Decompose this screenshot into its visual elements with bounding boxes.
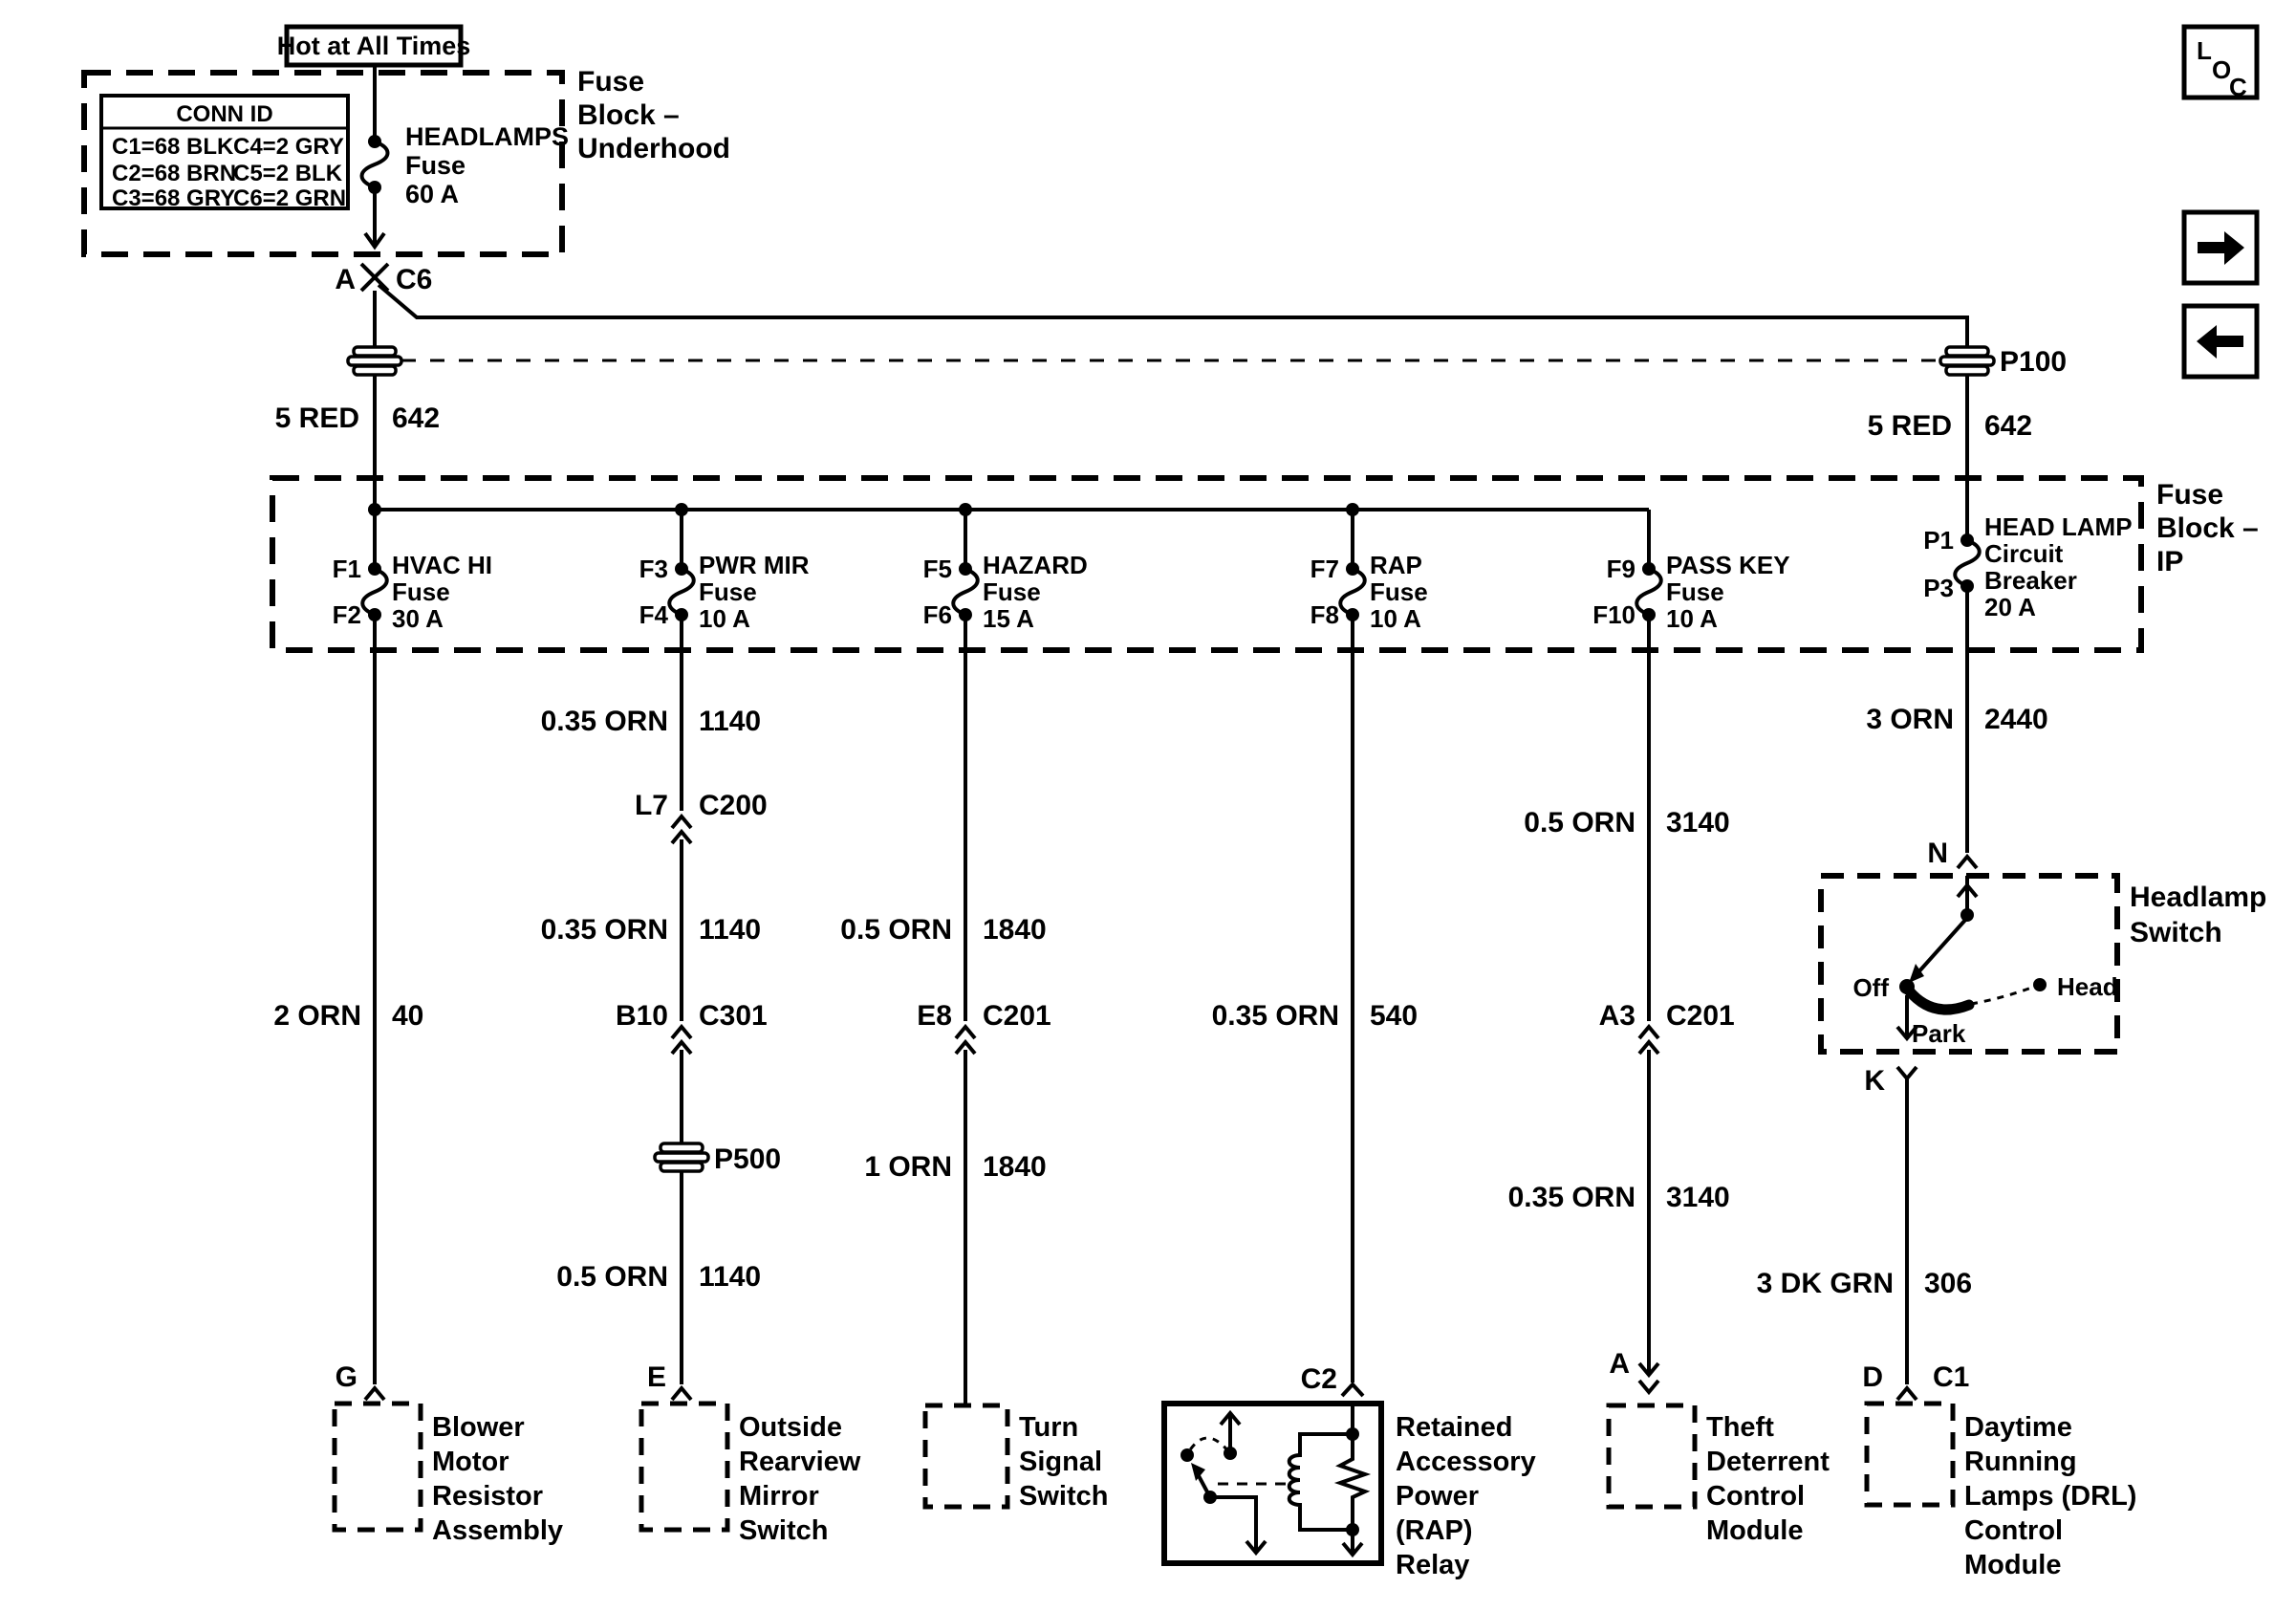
- fuse-hazard: [923, 551, 1088, 633]
- fuse3-name: HAZARD: [983, 551, 1088, 579]
- rap-label-line5: Relay: [1396, 1550, 1470, 1580]
- circuit-theft-deterrent: [1508, 615, 1830, 1546]
- drl-conn-c1: C1: [1933, 1361, 1970, 1393]
- fuse5-pin-bottom: F10: [1592, 600, 1635, 629]
- fuse-icon: [1636, 569, 1661, 615]
- passkey-wire2-circuit: 3140: [1666, 1182, 1730, 1213]
- arrow-left-icon: [2197, 325, 2243, 359]
- breaker-line3: Breaker: [1984, 566, 2077, 595]
- hazard-wire1-circuit: 1840: [983, 914, 1047, 946]
- mirror-label-line2: Rearview: [739, 1447, 861, 1477]
- switch-head-travel: [1971, 987, 2034, 1004]
- ip-label-line1: Fuse: [2156, 479, 2224, 511]
- headlamps-fuse-name: HEADLAMPS: [405, 122, 570, 151]
- p500-label: P500: [714, 1143, 782, 1175]
- fuse5-name: PASS KEY: [1666, 551, 1790, 579]
- conn-b10-name: C301: [699, 1000, 768, 1032]
- passkey-wire1-gauge: 0.5 ORN: [1524, 807, 1635, 838]
- conn-c6-label: C6: [396, 264, 433, 295]
- fuse5-pin-top: F9: [1606, 555, 1635, 583]
- drl-label-line5: Module: [1964, 1550, 2062, 1580]
- conn-id-c5: C5=2 BLK: [233, 161, 343, 186]
- circuit-rap-relay: [1164, 615, 1536, 1580]
- drl-label-line3: Lamps (DRL): [1964, 1481, 2137, 1512]
- loc-letter-l: L: [2197, 36, 2212, 65]
- fuse5-amp: 10 A: [1666, 604, 1718, 633]
- breaker-pin-bottom: P3: [1923, 574, 1954, 602]
- hazard-wire1-gauge: 0.5 ORN: [840, 914, 952, 946]
- circuit-blower: [273, 615, 563, 1546]
- conn-id-c3: C3=68 GRY: [112, 185, 236, 211]
- switch-pos-off: Off: [1852, 973, 1889, 1002]
- conn-id-c4: C4=2 GRY: [233, 134, 344, 160]
- fuse5-kind: Fuse: [1666, 577, 1724, 606]
- loc-letter-c: C: [2229, 73, 2247, 101]
- conn-id-table: [101, 96, 348, 211]
- bulkhead-grommet-p100-icon: [1940, 347, 1994, 375]
- bulkhead-grommet-left-icon: [348, 347, 401, 375]
- breaker-line2: Circuit: [1984, 539, 2064, 568]
- blower-pin: G: [335, 1361, 357, 1393]
- theft-label-line3: Control: [1706, 1481, 1806, 1512]
- conn-e8-pin: E8: [917, 1000, 952, 1032]
- fuse-rap: [1310, 551, 1428, 633]
- passkey-wire2-gauge: 0.35 ORN: [1507, 1182, 1635, 1213]
- conn-id-c1: C1=68 BLK: [112, 134, 234, 160]
- inline-connector-icon: [672, 1027, 691, 1038]
- fuse3-pin-bottom: F6: [922, 600, 952, 629]
- fuse2-pin-top: F3: [639, 555, 668, 583]
- turn-signal-box: [925, 1405, 1007, 1507]
- fuse-icon: [953, 569, 978, 615]
- pin-a-label: A: [335, 264, 356, 295]
- theft-label-line1: Theft: [1706, 1412, 1774, 1443]
- drl-wire-gauge: 3 DK GRN: [1756, 1268, 1894, 1299]
- mirror-wire3-circuit: 1140: [699, 1261, 762, 1293]
- fuse3-kind: Fuse: [983, 577, 1041, 606]
- fuse2-amp: 10 A: [699, 604, 750, 633]
- fuse4-amp: 10 A: [1370, 604, 1421, 633]
- switch-pin-n: N: [1927, 838, 1948, 869]
- mirror-module-box: [641, 1404, 727, 1530]
- mirror-label-line4: Switch: [739, 1515, 829, 1546]
- rap-wire-gauge: 0.35 ORN: [1211, 1000, 1339, 1032]
- rap-relay-box: [1164, 1404, 1381, 1563]
- fuse-pass-key: [1592, 551, 1789, 633]
- blower-label-line1: Blower: [432, 1412, 525, 1443]
- theft-pin: A: [1609, 1348, 1630, 1380]
- mirror-pin: E: [646, 1361, 666, 1393]
- feed-right-gauge: 5 RED: [1867, 410, 1952, 442]
- previous-page-button[interactable]: [2184, 306, 2257, 377]
- underhood-label-line1: Fuse: [577, 66, 645, 98]
- turn-label-line3: Switch: [1019, 1481, 1109, 1512]
- fuse1-kind: Fuse: [392, 577, 450, 606]
- mirror-label-line3: Mirror: [739, 1481, 819, 1512]
- passkey-wire1-circuit: 3140: [1666, 807, 1730, 838]
- grommet-p500-icon: [655, 1143, 708, 1171]
- rap-label-line3: Power: [1396, 1481, 1480, 1512]
- headlamps-fuse-amp: 60 A: [405, 180, 460, 208]
- hazard-wire2-circuit: 1840: [983, 1151, 1047, 1183]
- switch-pin-k: K: [1864, 1065, 1885, 1097]
- fuse-icon: [669, 569, 694, 615]
- inline-connector-icon: [672, 816, 691, 828]
- headlamp-wire-circuit: 2440: [1984, 704, 2048, 735]
- drl-pin-d: D: [1862, 1361, 1883, 1393]
- drl-wire-circuit: 306: [1924, 1268, 1973, 1299]
- fuse4-name: RAP: [1370, 551, 1422, 579]
- fuse2-name: PWR MIR: [699, 551, 810, 579]
- mirror-wire1-circuit: 1140: [699, 706, 762, 737]
- mirror-wire2-gauge: 0.35 ORN: [540, 914, 668, 946]
- switch-label-line1: Headlamp: [2130, 882, 2267, 913]
- hazard-wire2-gauge: 1 ORN: [864, 1151, 952, 1183]
- underhood-label-line2: Block –: [577, 99, 680, 131]
- headlamps-fuse-kind: Fuse: [405, 151, 466, 180]
- turn-label-line2: Signal: [1019, 1447, 1103, 1477]
- conn-a3-name: C201: [1666, 1000, 1735, 1032]
- fuse4-pin-top: F7: [1310, 555, 1339, 583]
- feed-right-circuit: 642: [1984, 410, 2033, 442]
- headlamp-wire-gauge: 3 ORN: [1866, 704, 1954, 735]
- fuse3-amp: 15 A: [983, 604, 1034, 633]
- feed-wiring: [275, 285, 2067, 569]
- blower-module-box: [335, 1404, 421, 1530]
- conn-id-c2: C2=68 BRN: [112, 161, 237, 186]
- power-source-tag: [277, 27, 471, 65]
- drl-label-line1: Daytime: [1964, 1412, 2072, 1443]
- blower-wire-gauge: 2 ORN: [273, 1000, 361, 1032]
- power-source-label: Hot at All Times: [276, 32, 471, 60]
- mirror-wire2-circuit: 1140: [699, 914, 762, 946]
- blower-label-line4: Assembly: [432, 1515, 564, 1546]
- conn-id-header: CONN ID: [176, 101, 273, 127]
- switch-pos-park: Park: [1912, 1019, 1966, 1048]
- drl-label-line4: Control: [1964, 1515, 2064, 1546]
- inline-connector-icon: [956, 1027, 975, 1038]
- fuse1-pin-bottom: F2: [332, 600, 361, 629]
- breaker-line1: HEAD LAMP: [1984, 512, 2133, 541]
- rap-label-line4: (RAP): [1396, 1515, 1473, 1546]
- loc-letter-o: O: [2212, 55, 2232, 84]
- arrow-right-icon: [2198, 231, 2244, 265]
- drl-label-line2: Running: [1964, 1447, 2077, 1477]
- switch-travel-arc: [1189, 1438, 1228, 1451]
- blower-wire-circuit: 40: [392, 1000, 424, 1032]
- terminal-chevron-icon: [672, 1388, 691, 1400]
- switch-pos-head: Head: [2057, 972, 2118, 1001]
- terminal-chevron-icon: [1897, 1388, 1917, 1400]
- turn-label-line1: Turn: [1019, 1412, 1079, 1443]
- fuse-pwr-mir: [639, 551, 810, 633]
- fuse3-pin-top: F5: [922, 555, 952, 583]
- mirror-wire3-gauge: 0.5 ORN: [556, 1261, 668, 1293]
- terminal-chevron-icon: [1639, 1381, 1658, 1392]
- underhood-label-line3: Underhood: [577, 133, 730, 164]
- rap-wire-circuit: 540: [1370, 1000, 1419, 1032]
- breaker-pin-top: P1: [1923, 526, 1954, 555]
- drl-module-box: [1867, 1404, 1953, 1505]
- circuit-headlamp-drl: [1757, 586, 2267, 1580]
- terminal-chevron-icon: [1958, 857, 1977, 868]
- p100-label: P100: [2000, 346, 2068, 378]
- ip-label-line3: IP: [2156, 546, 2184, 577]
- next-page-button[interactable]: [2184, 212, 2257, 283]
- ip-label-line2: Block –: [2156, 512, 2259, 544]
- conn-l7-name: C200: [699, 790, 768, 821]
- fuse-hvac-hi: [333, 551, 492, 633]
- conn-e8-name: C201: [983, 1000, 1051, 1032]
- theft-module-box: [1609, 1405, 1695, 1507]
- conn-id-c6: C6=2 GRN: [233, 185, 347, 211]
- fuse-block-ip: [272, 478, 2259, 650]
- rap-label-line2: Accessory: [1396, 1447, 1536, 1477]
- loc-button[interactable]: [2184, 27, 2257, 101]
- terminal-chevron-icon: [365, 1388, 384, 1400]
- fuse1-name: HVAC HI: [392, 551, 492, 579]
- circuit-breaker-icon: [1955, 540, 1980, 586]
- headlamp-circuit-breaker: [1923, 512, 2132, 621]
- fuse-icon: [362, 569, 387, 615]
- blower-label-line3: Resistor: [432, 1481, 544, 1512]
- switch-arm: [1917, 918, 1967, 973]
- mirror-wire1-gauge: 0.35 ORN: [540, 706, 668, 737]
- circuit-mirror: [541, 615, 861, 1546]
- rap-pin-c2: C2: [1300, 1363, 1337, 1395]
- fuse-icon: [1340, 569, 1365, 615]
- fuse1-amp: 30 A: [392, 604, 444, 633]
- fuse1-pin-top: F1: [332, 555, 361, 583]
- fuse-block-underhood: [84, 65, 730, 254]
- conn-l7-pin: L7: [634, 790, 668, 821]
- terminal-chevron-icon: [1897, 1067, 1917, 1078]
- theft-label-line4: Module: [1706, 1515, 1804, 1546]
- headlamps-fuse: [362, 65, 570, 247]
- switch-park-arc: [1909, 991, 1969, 1010]
- theft-label-line2: Deterrent: [1706, 1447, 1830, 1477]
- fuse4-kind: Fuse: [1370, 577, 1428, 606]
- feed-left-circuit: 642: [392, 403, 441, 434]
- mirror-label-line1: Outside: [739, 1412, 842, 1443]
- fuse4-pin-bottom: F8: [1310, 600, 1339, 629]
- rap-relay-internals: [1180, 1404, 1365, 1555]
- feed-left-gauge: 5 RED: [274, 403, 359, 434]
- rap-label-line1: Retained: [1396, 1412, 1513, 1443]
- fuse2-pin-bottom: F4: [639, 600, 668, 629]
- terminal-chevron-icon: [1342, 1384, 1363, 1396]
- fuse2-kind: Fuse: [699, 577, 757, 606]
- resistor-icon: [1340, 1434, 1365, 1530]
- inline-connector-icon: [1639, 1027, 1658, 1038]
- circuit-turn-signal: [840, 615, 1108, 1512]
- switch-label-line2: Switch: [2130, 917, 2222, 948]
- breaker-line4: 20 A: [1984, 593, 2036, 621]
- conn-b10-pin: B10: [615, 1000, 668, 1032]
- conn-a3-pin: A3: [1598, 1000, 1635, 1032]
- blower-label-line2: Motor: [432, 1447, 509, 1477]
- headlamp-switch: [1821, 876, 2266, 1052]
- nav-icons: [2184, 27, 2257, 377]
